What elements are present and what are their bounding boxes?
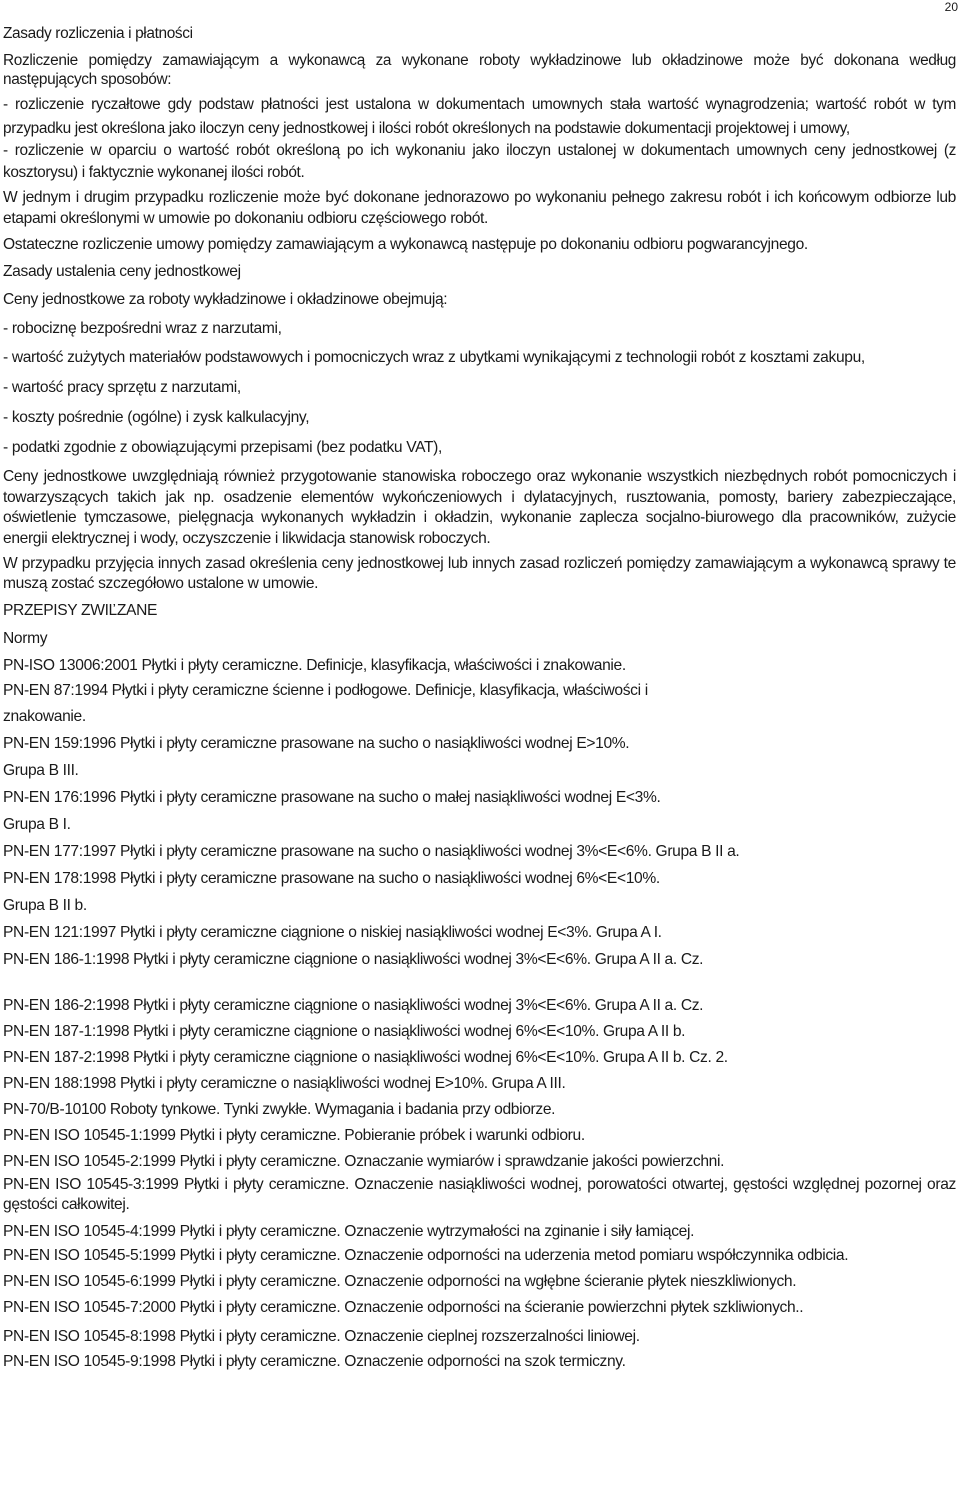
cena-item: - wartość zużytych materiałów podstawowych i pomocniczych wraz z ubytkami wynikającymi z technologii robót z kosztami zakupu, xyxy=(3,349,865,367)
page-content xyxy=(3,21,956,1374)
rozliczenia-item-2: - rozliczenie w oparciu o wartość robót określoną po ich wykonaniu jako iloczyn ustalonej w dokumentach umownych ceny jednostkowej (z kosztorysu) i faktycznie wykonanej ilości robót. xyxy=(3,142,956,182)
norm-item: PN-EN 121:1997 Płytki i płyty ceramiczne ciągnione o niskiej nasiąkliwości wodnej E<3%. Grupa A I. xyxy=(3,924,662,942)
norm-item: PN-EN ISO 10545-1:1999 Płytki i płyty ceramiczne. Pobieranie próbek i warunki odbioru. xyxy=(3,1127,585,1145)
section-heading-przepisy: PRZEPISY ZWIĽZANE xyxy=(3,602,158,620)
norms-list-b xyxy=(3,993,956,1175)
norm-item: PN-ISO 13006:2001 Płytki i płyty ceramiczne. Definicje, klasyfikacja, właściwości i znakowanie. xyxy=(3,657,626,675)
cena-item: - wartość pracy sprzętu z narzutami, xyxy=(3,379,241,397)
cena-item: - podatki zgodnie z obowiązującymi przepisami (bez podatku VAT), xyxy=(3,439,442,457)
rozliczenia-para-1: W jednym i drugim przypadku rozliczenie może być dokonane jednorazowo po wykonaniu pełnego zakresu robót i ich końcowym odbiorze lub etapami określonymi w umowie po dokonaniu odbioru częściowego robót. xyxy=(3,189,956,228)
norm-item: Grupa B I. xyxy=(3,816,71,834)
norm-item: PN-EN 178:1998 Płytki i płyty ceramiczne prasowane na sucho o nasiąkliwości wodnej 6%<E<10%. xyxy=(3,870,660,888)
norm-item: PN-EN ISO 10545-5:1999 Płytki i płyty ceramiczne. Oznaczenie odporności na uderzenia metod pomiaru współczynnika odbicia. xyxy=(3,1247,849,1265)
norm-item: Grupa B III. xyxy=(3,762,79,780)
norm-item: PN-EN 176:1996 Płytki i płyty ceramiczne prasowane na sucho o małej nasiąkliwości wodnej E<3%. xyxy=(3,789,661,807)
norms-list-a xyxy=(3,654,956,973)
norm-item: PN-EN 186-2:1998 Płytki i płyty ceramiczne ciągnione o nasiąkliwości wodnej 3%<E<6%. Grupa A II a. Cz. xyxy=(3,997,704,1015)
norm-item: PN-EN 177:1997 Płytki i płyty ceramiczne prasowane na sucho o nasiąkliwości wodnej 3%<E<6%. Grupa B II a. xyxy=(3,843,740,861)
rozliczenia-intro: Rozliczenie pomiędzy zamawiającym a wykonawcą za wykonane roboty wykładzinowe lub okładzinowe może być dokonana według następujących sposobów: xyxy=(3,52,956,89)
norm-item: PN-EN ISO 10545-3:1999 Płytki i płyty ceramiczne. Oznaczenie nasiąkliwości wodnej, porowatości otwartej, gęstości względnej pozornej oraz gęstości całkowitej. xyxy=(3,1176,956,1214)
section-heading-cena: Zasady ustalenia ceny jednostkowej xyxy=(3,263,241,281)
norm-item: PN-EN 187-1:1998 Płytki i płyty ceramiczne ciągnione o nasiąkliwości wodnej 6%<E<10%. Grupa A II b. xyxy=(3,1023,686,1041)
norm-item: PN-EN ISO 10545-4:1999 Płytki i płyty ceramiczne. Oznaczenie wytrzymałości na zginanie i siły łamiącej. xyxy=(3,1223,695,1241)
norm-item: PN-EN ISO 10545-9:1998 Płytki i płyty ceramiczne. Oznaczenie odporności na szok termiczny. xyxy=(3,1353,626,1371)
rozliczenia-para-2: Ostateczne rozliczenie umowy pomiędzy zamawiającym a wykonawcą następuje po dokonaniu odbioru pogwarancyjnego. xyxy=(3,236,808,254)
cena-intro: Ceny jednostkowe za roboty wykładzinowe i okładzinowe obejmują: xyxy=(3,291,448,309)
norm-item: znakowanie. xyxy=(3,708,86,726)
norm-item: PN-EN ISO 10545-7:2000 Płytki i płyty ceramiczne. Oznaczenie odporności na ścieranie powierzchni płytek szkliwionych.. xyxy=(3,1299,804,1317)
norm-item: PN-70/B-10100 Roboty tynkowe. Tynki zwykłe. Wymagania i badania przy odbiorze. xyxy=(3,1101,556,1119)
norms-list-c xyxy=(3,1175,956,1374)
norm-item: PN-EN 159:1996 Płytki i płyty ceramiczne prasowane na sucho o nasiąkliwości wodnej E>10%. xyxy=(3,735,630,753)
cena-para-2: W przypadku przyjęcia innych zasad określenia ceny jednostkowej lub innych zasad rozliczeń pomiędzy zamawiającym a wykonawcą sprawy te muszą zostać szczegółowo ustalone w umowie. xyxy=(3,555,956,593)
norm-item: PN-EN ISO 10545-8:1998 Płytki i płyty ceramiczne. Oznaczenie cieplnej rozszerzalności liniowej. xyxy=(3,1328,640,1346)
section-heading-rozliczenia: Zasady rozliczenia i płatności xyxy=(3,25,193,42)
blank-line xyxy=(3,973,956,993)
norm-item: PN-EN ISO 10545-2:1999 Płytki i płyty ceramiczne. Oznaczanie wymiarów i sprawdzanie jakości powierzchni. xyxy=(3,1153,725,1171)
cena-item: - koszty pośrednie (ogólne) i zysk kalkulacyjny, xyxy=(3,409,310,427)
norm-item: PN-EN 87:1994 Płytki i płyty ceramiczne ścienne i podłogowe. Definicje, klasyfikacja, właściwości i xyxy=(3,682,648,700)
norm-item: PN-EN 188:1998 Płytki i płyty ceramiczne o nasiąkliwości wodnej E>10%. Grupa A III. xyxy=(3,1075,566,1093)
page-number: 20 xyxy=(944,0,958,14)
cena-para-1: Ceny jednostkowe uwzględniają również przygotowanie stanowiska roboczego oraz wykonanie wszystkich niezbędnych robót pomocniczych i towarzyszących takich jak np. osadzenie elementów wykończeniowych i dylatacyjnych, rusztowania, pomosty, bariery zabezpieczające, oświetlenie tymczasowe, pielęgnacja wykonanych wykładzin i okładzin, wykonanie zaplecza socjalno-biurowego dla pracowników, zużycie energii elektrycznej i wody, oczyszczenie i likwidacja stanowisk roboczych. xyxy=(3,468,956,547)
norm-item: PN-EN 187-2:1998 Płytki i płyty ceramiczne ciągnione o nasiąkliwości wodnej 6%<E<10%. Grupa A II b. Cz. 2. xyxy=(3,1049,728,1067)
rozliczenia-item-1: - rozliczenie ryczałtowe gdy podstaw płatności jest ustalona w dokumentach umownych stała wartość wynagrodzenia; wartość robót w tym przypadku jest określona jako iloczyn ceny jednostkowej i ilości robót określonych na podstawie dokumentacji projektowej i umowy, xyxy=(3,96,956,137)
cena-item: - robociznę bezpośredni wraz z narzutami, xyxy=(3,320,282,338)
norm-item: PN-EN ISO 10545-6:1999 Płytki i płyty ceramiczne. Oznaczenie odporności na wgłębne ścieranie płytek nieszkliwionych. xyxy=(3,1273,797,1291)
przepisy-subheading-normy: Normy xyxy=(3,630,48,648)
norm-item: PN-EN 186-1:1998 Płytki i płyty ceramiczne ciągnione o nasiąkliwości wodnej 3%<E<6%. Grupa A II a. Cz. xyxy=(3,951,704,969)
norm-item: Grupa B II b. xyxy=(3,897,87,915)
